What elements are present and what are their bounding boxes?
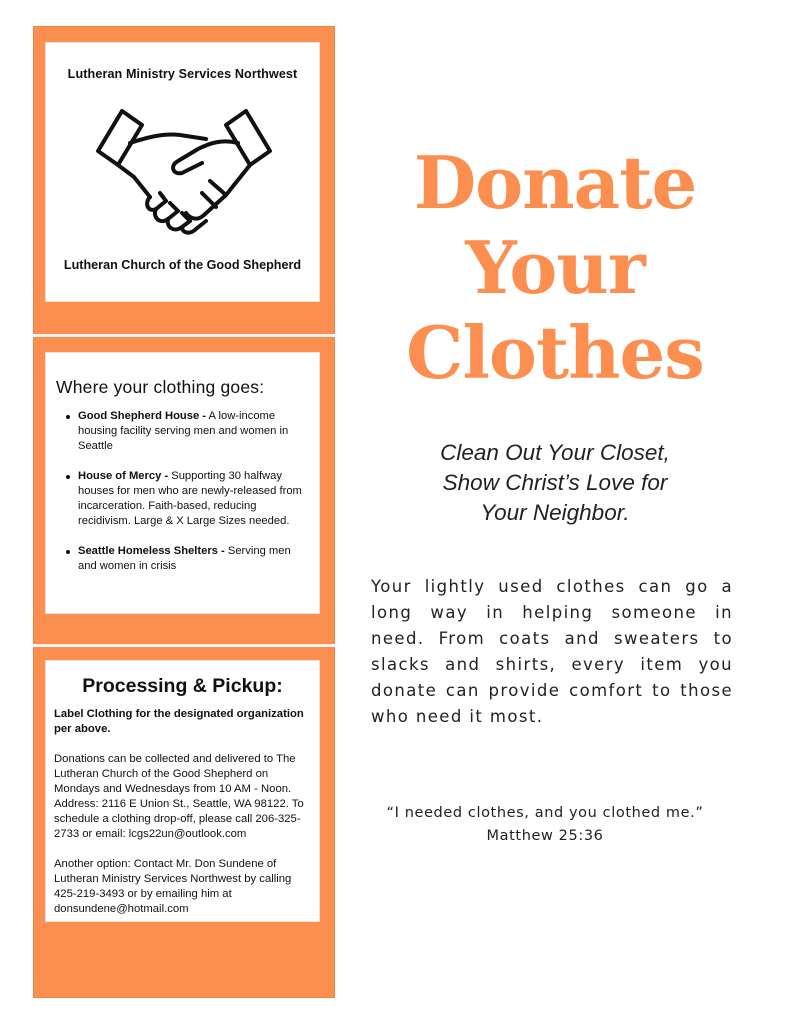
processing-card: [45, 660, 320, 922]
handshake-icon: [94, 103, 274, 243]
tagline: [380, 438, 730, 528]
destinations-card: [45, 352, 320, 614]
item-name: Good Shepherd House -: [78, 410, 207, 422]
tagline-line: Show Christ’s Love for: [442, 470, 668, 495]
item-name: Seattle Homeless Shelters -: [78, 545, 225, 557]
org-name-top: Lutheran Ministry Services Northwest: [67, 67, 298, 81]
description: Your lightly used clothes can go a long way in helping someone in need. From coats and sweaters to slacks and shirts, every item you donate can provide comfort to those who need it most.: [371, 577, 733, 726]
list-item: [56, 544, 311, 574]
organizations-card: [45, 42, 320, 302]
quote-citation: Matthew 25:36: [486, 828, 604, 844]
tagline-line: Your Neighbor.: [480, 500, 630, 525]
list-item: [56, 469, 311, 529]
headline-line: Donate: [413, 140, 697, 225]
scripture-quote: [360, 802, 730, 848]
destinations-list: [56, 409, 311, 589]
item-desc: Supporting 30 halfway houses for men who are newly-released from incarceration. Faith-based, reducing recidivism. Large & X Large Sizes needed.: [78, 470, 302, 527]
item-desc: A low-income housing facility serving men and women in Seattle: [78, 410, 289, 452]
tagline-line: Clean Out Your Closet,: [440, 440, 670, 465]
headline: [380, 140, 730, 395]
org-name-bottom: Lutheran Church of the Good Shepherd: [63, 258, 302, 272]
item-desc: Serving men and women in crisis: [78, 545, 291, 572]
label-note: Label Clothing for the designated organization per above.: [54, 708, 304, 735]
destinations-title: Where your clothing goes:: [56, 377, 265, 397]
processing-title: Processing & Pickup:: [82, 675, 283, 697]
processing-body: [54, 707, 316, 932]
list-item: [56, 409, 311, 454]
dropoff-info: Donations can be collected and delivered to The Lutheran Church of the Good Shepherd on Mondays and Wednesdays from 10 AM - Noon. Address: 2116 E Union St., Seattle, WA 98122. To schedule a clothing drop-off, please call 206-325-2733 or email: lcgs22un@outlook.com: [54, 753, 304, 840]
section-divider: [33, 334, 335, 337]
item-name: House of Mercy -: [78, 470, 169, 482]
section-divider: [33, 644, 335, 647]
contact-info: Another option: Contact Mr. Don Sundene of Lutheran Ministry Services Northwest by calling 425-219-3493 or by emailing him at donsundene@hotmail.com: [54, 858, 292, 915]
quote-text: “I needed clothes, and you clothed me.”: [386, 805, 704, 821]
headline-line: Clothes: [406, 310, 704, 395]
headline-line: Your: [465, 225, 645, 310]
